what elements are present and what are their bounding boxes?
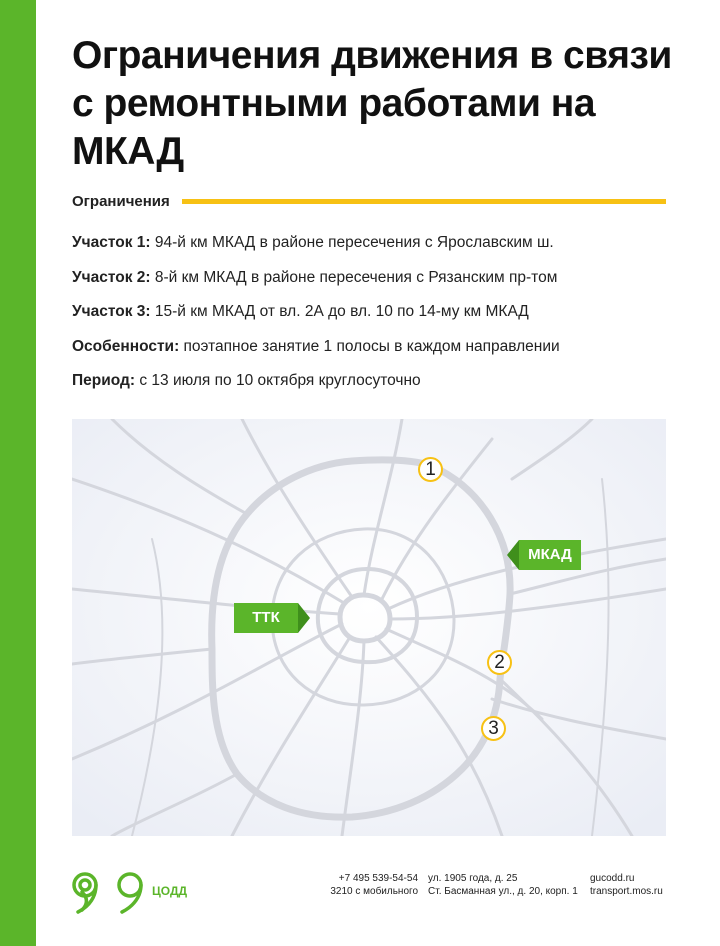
section-label: Ограничения <box>72 192 170 210</box>
info-row-period <box>72 370 672 405</box>
section-header <box>72 190 666 212</box>
site-link-gucodd[interactable]: gucodd.ru <box>590 873 635 884</box>
info-text: поэтапное занятие 1 полосы в каждом направлении <box>179 337 560 355</box>
map-marker-3: 3 <box>481 716 506 741</box>
info-text: 15-й км МКАД от вл. 2А до вл. 10 по 14-му км МКАД <box>150 303 529 320</box>
left-accent-bar <box>0 0 36 946</box>
info-row-section-2 <box>72 267 672 302</box>
page-title: Ограничения движения в связи с ремонтными работами на МКАД <box>72 34 672 173</box>
info-row-section-1 <box>72 232 672 267</box>
section-divider <box>182 199 666 204</box>
logo-text: ЦОДД <box>152 884 188 898</box>
info-label: Особенности: <box>72 337 180 355</box>
restrictions-list <box>72 232 672 405</box>
info-row-features <box>72 336 672 371</box>
site-link-transport[interactable]: transport.mos.ru <box>590 886 663 897</box>
info-text: 94-й км МКАД в районе пересечения с Ярославским ш. <box>150 234 554 251</box>
info-text: 8-й км МКАД в районе пересечения с Рязанским пр-том <box>150 268 558 286</box>
map-marker-1: 1 <box>418 457 443 482</box>
map-label-ttk: ТТК <box>234 603 298 633</box>
info-label: Участок 1: <box>72 234 151 251</box>
info-label: Период: <box>72 372 136 389</box>
map-label-mkad: МКАД <box>519 540 581 570</box>
map-marker-2: 2 <box>487 650 512 675</box>
footer-phone <box>322 872 418 898</box>
road-map <box>72 419 666 836</box>
info-label: Участок 2: <box>72 268 151 286</box>
address-line-1: ул. 1905 года, д. 25 <box>428 873 518 884</box>
address-line-2: Ст. Басманная ул., д. 20, корп. 1 <box>428 886 578 897</box>
footer-sites <box>590 872 670 898</box>
info-label: Участок 3: <box>72 303 151 320</box>
footer-address <box>428 872 583 898</box>
info-text: с 13 июля по 10 октября круглосуточно <box>135 372 421 389</box>
info-row-section-3 <box>72 301 672 336</box>
phone-number: +7 495 539-54-54 <box>338 873 418 884</box>
codd-logo-icon <box>68 870 150 914</box>
mobile-number: 3210 с мобильного <box>330 886 418 897</box>
